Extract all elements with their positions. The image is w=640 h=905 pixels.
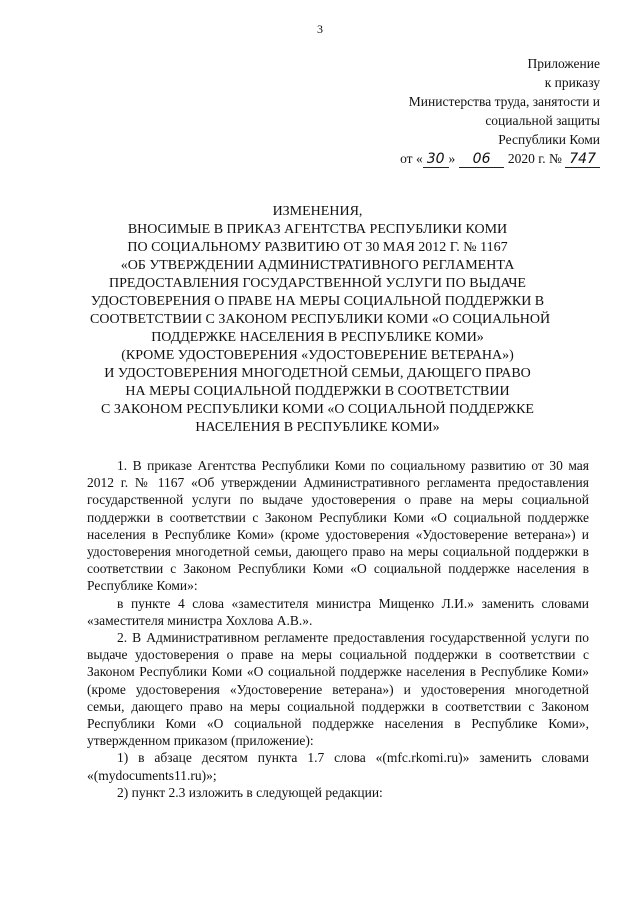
year-text: 2020 г. № bbox=[507, 151, 562, 166]
appendix-line: к приказу bbox=[544, 75, 600, 90]
paragraph-2: 2. В Административном регламенте предоставления государственной услуги по выдаче удостоверения о праве на меры социальной поддержки в соответствии с Законом Республики Коми «О социальной поддержке населения в Республике Коми» (кроме удостоверения «Удостоверение ветерана») и удостоверения многодетной семьи, дающего право на меры социальной поддержки в соответствии с Законом Республики Коми «О социальной поддержке населения в Республике Коми», утвержденном приказом (приложение): bbox=[87, 630, 589, 749]
heading-line: И УДОСТОВЕРЕНИЯ МНОГОДЕТНОЙ СЕМЬИ, ДАЮЩЕГО ПРАВО bbox=[104, 366, 531, 381]
heading-line: «ОБ УТВЕРЖДЕНИИ АДМИНИСТРАТИВНОГО РЕГЛАМЕНТА bbox=[120, 258, 515, 273]
heading-line: (КРОМЕ УДОСТОВЕРЕНИЯ «УДОСТОВЕРЕНИЕ ВЕТЕРАНА») bbox=[121, 348, 514, 363]
heading-line: ПО СОЦИАЛЬНОМУ РАЗВИТИЮ ОТ 30 МАЯ 2012 Г. № 1167 bbox=[127, 240, 508, 255]
page-number: 3 bbox=[317, 22, 323, 36]
appendix-line: Министерства труда, занятости и bbox=[408, 94, 600, 109]
heading-line: НАСЕЛЕНИЯ В РЕСПУБЛИКЕ КОМИ» bbox=[195, 420, 440, 435]
heading-line: ПРЕДОСТАВЛЕНИЯ ГОСУДАРСТВЕННОЙ УСЛУГИ ПО ВЫДАЧЕ bbox=[109, 276, 526, 291]
appendix-line: Приложение bbox=[527, 56, 600, 71]
paragraph-2-subitem-2: 2) пункт 2.3 изложить в следующей редакции: bbox=[117, 784, 383, 800]
handwritten-order-number: 747 bbox=[565, 151, 600, 168]
heading-line: УДОСТОВЕРЕНИЯ О ПРАВЕ НА МЕРЫ СОЦИАЛЬНОЙ ПОДДЕРЖКИ В bbox=[90, 294, 545, 309]
date-prefix: от « bbox=[400, 151, 423, 166]
appendix-block bbox=[400, 54, 600, 168]
paragraph-2-subitem-1: 1) в абзаце десятом пункта 1.7 слова «(mfc.rkomi.ru)» заменить словами «(mydocuments11.ru)»; bbox=[87, 750, 589, 783]
handwritten-month: 06 bbox=[459, 151, 505, 168]
appendix-line: Республики Коми bbox=[498, 132, 600, 147]
document-body bbox=[87, 457, 589, 801]
heading-line: С ЗАКОНОМ РЕСПУБЛИКИ КОМИ «О СОЦИАЛЬНОЙ ПОДДЕРЖКЕ bbox=[101, 402, 534, 417]
handwritten-day: 30 bbox=[423, 151, 449, 168]
appendix-line: социальной защиты bbox=[485, 113, 600, 128]
heading-line: ИЗМЕНЕНИЯ, bbox=[272, 204, 363, 219]
paragraph-1-subitem: в пункте 4 слова «заместителя министра Мищенко Л.И.» заменить словами «заместителя министра Хохлова А.В.». bbox=[87, 595, 589, 628]
paragraph-1: 1. В приказе Агентства Республики Коми по социальному развитию от 30 мая 2012 г. № 1167 «Об утверждении Административного регламента предоставления государственной услуги по выдаче удостоверения о праве на меры социальной поддержки в соответствии с Законом Республики Коми «О социальной поддержке населения в Республике Коми» (кроме удостоверения «Удостоверение ветерана») и удостоверения многодетной семьи, дающего право на меры социальной поддержки в соответствии с Законом Республики Коми «О социальной поддержке населения в Республике Коми»: bbox=[87, 458, 589, 594]
order-date-line bbox=[400, 149, 600, 168]
heading-line: ВНОСИМЫЕ В ПРИКАЗ АГЕНТСТВА РЕСПУБЛИКИ КОМИ bbox=[127, 222, 508, 237]
document-heading bbox=[90, 203, 551, 437]
date-close-quote: » bbox=[448, 151, 456, 166]
heading-line: СООТВЕТСТВИИ С ЗАКОНОМ РЕСПУБЛИКИ КОМИ «О СОЦИАЛЬНОЙ bbox=[90, 312, 551, 327]
heading-line: НА МЕРЫ СОЦИАЛЬНОЙ ПОДДЕРЖКИ В СООТВЕТСТВИИ bbox=[125, 384, 510, 399]
heading-line: ПОДДЕРЖКЕ НАСЕЛЕНИЯ В РЕСПУБЛИКЕ КОМИ» bbox=[151, 330, 484, 345]
